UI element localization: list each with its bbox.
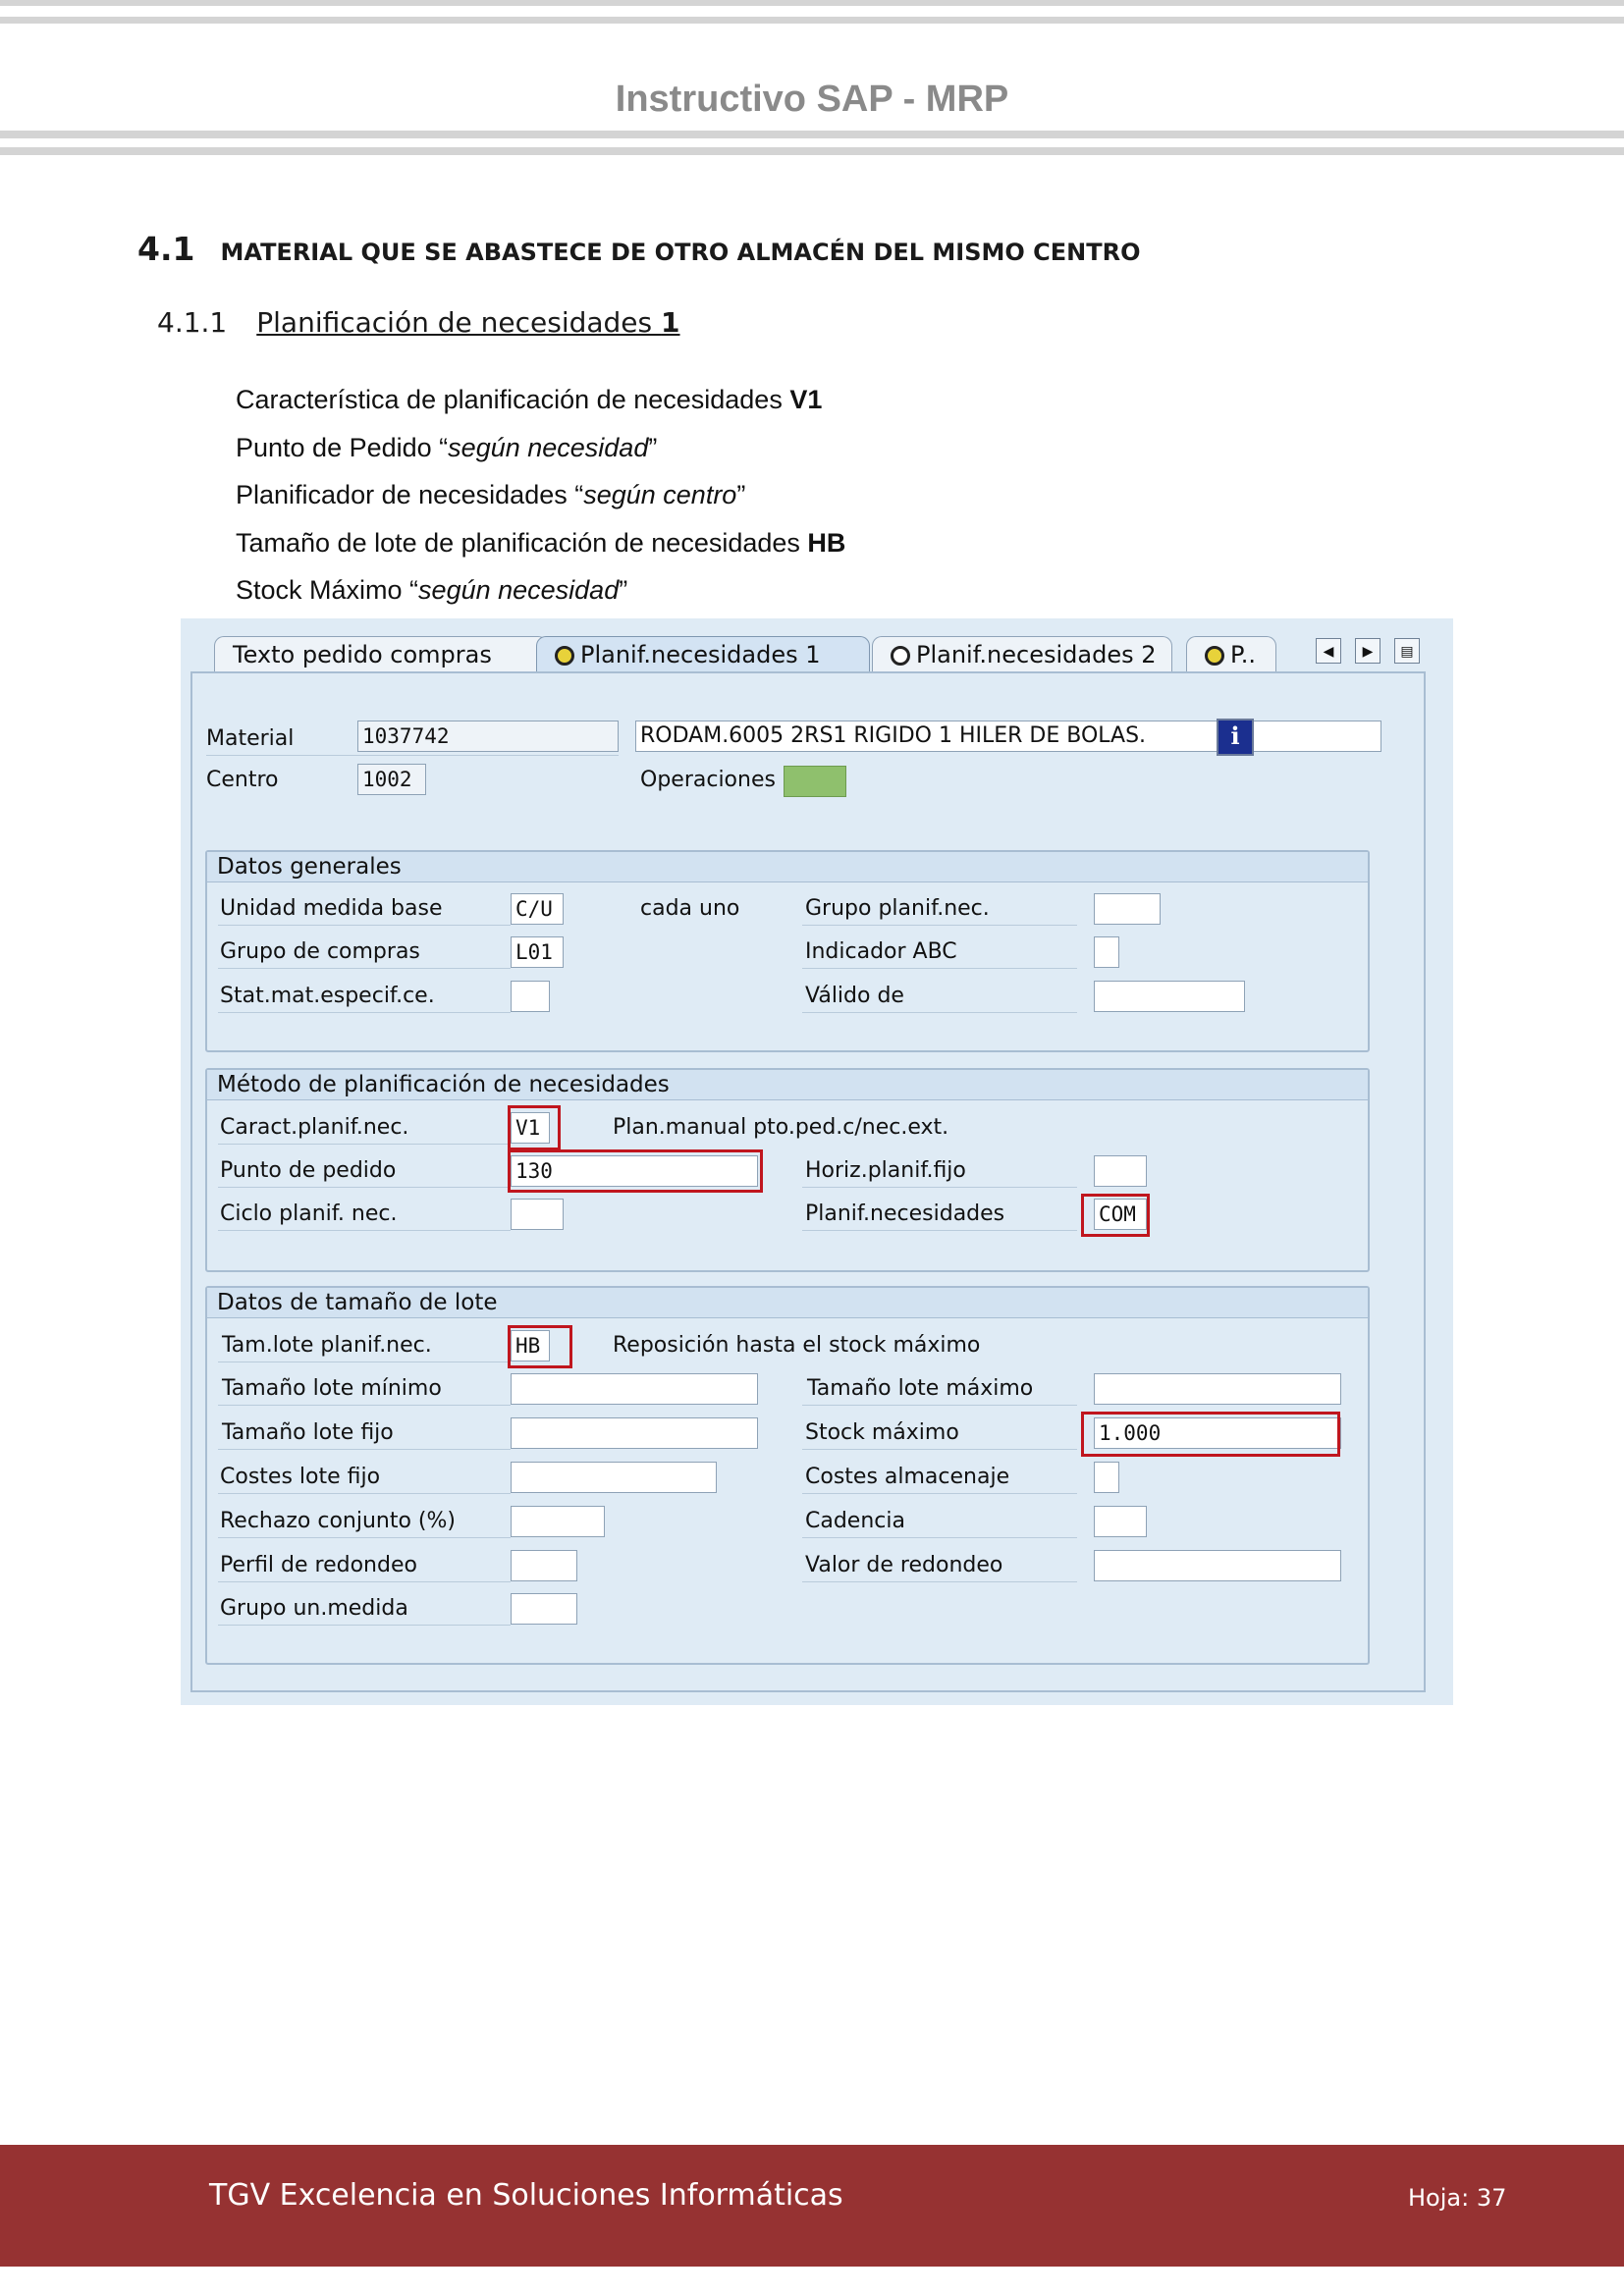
perfil-field[interactable] bbox=[511, 1550, 577, 1581]
check-icon bbox=[555, 646, 574, 666]
rechazo-label: Rechazo conjunto (%) bbox=[220, 1509, 457, 1533]
tab-planif-necesidades-2[interactable]: Planif.necesidades 2 bbox=[872, 636, 1172, 671]
valor-field[interactable] bbox=[1094, 1550, 1341, 1581]
max-field[interactable] bbox=[1094, 1373, 1341, 1405]
ciclo-field[interactable] bbox=[511, 1199, 564, 1230]
material-description-field[interactable]: RODAM.6005 2RS1 RIGIDO 1 HILER DE BOLAS. bbox=[635, 721, 1381, 752]
pp-label: Punto de pedido bbox=[220, 1158, 397, 1183]
stat-label: Stat.mat.especif.ce. bbox=[220, 984, 435, 1008]
tab-list-icon[interactable]: ▤ bbox=[1394, 638, 1420, 664]
costes-label: Costes lote fijo bbox=[220, 1465, 381, 1489]
stock-label: Stock máximo bbox=[805, 1420, 959, 1445]
check-icon bbox=[1205, 646, 1224, 666]
caract-label: Caract.planif.nec. bbox=[220, 1115, 409, 1140]
fijo-field[interactable] bbox=[511, 1417, 758, 1449]
datos-generales-title: Datos generales bbox=[207, 852, 1368, 882]
tam-text: Reposición hasta el stock máximo bbox=[613, 1333, 981, 1358]
tab-scroll-right-icon[interactable]: ▶ bbox=[1355, 638, 1380, 664]
subsection-number: 4.1.1 bbox=[157, 306, 228, 339]
gpn-field[interactable] bbox=[1094, 893, 1161, 925]
tab-planif-necesidades-1[interactable]: Planif.necesidades 1 bbox=[536, 636, 870, 671]
header-rule-bottom bbox=[0, 131, 1624, 138]
section-title: MATERIAL QUE SE ABASTECE DE OTRO ALMACÉN DEL MISMO CENTRO bbox=[220, 239, 1141, 266]
abc-label: Indicador ABC bbox=[805, 939, 957, 964]
metodo-title: Método de planificación de necesidades bbox=[207, 1070, 1368, 1100]
param-caracteristica: Característica de planificación de necesidades V1 bbox=[236, 385, 823, 414]
cadencia-label: Cadencia bbox=[805, 1509, 905, 1533]
ciclo-label: Ciclo planif. nec. bbox=[220, 1201, 398, 1226]
gc-label: Grupo de compras bbox=[220, 939, 420, 964]
tam-field[interactable]: HB bbox=[511, 1330, 550, 1362]
tam-label: Tam.lote planif.nec. bbox=[222, 1333, 432, 1358]
alm-label: Costes almacenaje bbox=[805, 1465, 1010, 1489]
subsection-title: Planificación de necesidades 1 bbox=[256, 306, 680, 339]
umb-label: Unidad medida base bbox=[220, 896, 443, 921]
operaciones-status-indicator bbox=[784, 766, 846, 797]
section-number: 4.1 bbox=[137, 230, 195, 268]
tab-scroll-left-icon[interactable]: ◀ bbox=[1316, 638, 1341, 664]
planif-label: Planif.necesidades bbox=[805, 1201, 1005, 1226]
document-title: Instructivo SAP - MRP bbox=[615, 79, 1009, 120]
caract-text: Plan.manual pto.ped.c/nec.ext. bbox=[613, 1115, 949, 1140]
info-icon[interactable]: i bbox=[1217, 719, 1254, 756]
pp-field[interactable]: 130 bbox=[511, 1155, 758, 1187]
sap-screen bbox=[181, 618, 1453, 1705]
lote-title: Datos de tamaño de lote bbox=[207, 1288, 1368, 1318]
tam-highlight bbox=[508, 1325, 572, 1368]
section-heading bbox=[137, 230, 1141, 268]
abc-field[interactable] bbox=[1094, 936, 1119, 968]
gc-field[interactable]: L01 bbox=[511, 936, 564, 968]
grupo-field[interactable] bbox=[511, 1593, 577, 1625]
subsection-heading bbox=[157, 306, 680, 339]
max-label: Tamaño lote máximo bbox=[807, 1376, 1034, 1401]
header-rule-bottom-2 bbox=[0, 147, 1624, 155]
parameter-list bbox=[236, 376, 845, 614]
tab-texto-pedido-compras[interactable]: Texto pedido compras bbox=[214, 636, 548, 671]
planif-field[interactable]: COM bbox=[1094, 1199, 1147, 1230]
gpn-label: Grupo planif.nec. bbox=[805, 896, 990, 921]
umb-text: cada uno bbox=[640, 896, 740, 921]
horiz-field[interactable] bbox=[1094, 1155, 1147, 1187]
material-field[interactable]: 1037742 bbox=[357, 721, 619, 752]
valido-field[interactable] bbox=[1094, 981, 1245, 1012]
min-label: Tamaño lote mínimo bbox=[222, 1376, 442, 1401]
target-icon bbox=[891, 646, 910, 666]
alm-field[interactable] bbox=[1094, 1462, 1119, 1493]
footer-company: TGV Excelencia en Soluciones Informáticas bbox=[209, 2178, 843, 2213]
stock-field[interactable]: 1.000 bbox=[1094, 1417, 1341, 1449]
param-tamano-lote: Tamaño de lote de planificación de necesidades HB bbox=[236, 527, 846, 558]
caract-field[interactable]: V1 bbox=[511, 1112, 550, 1144]
rechazo-field[interactable] bbox=[511, 1506, 605, 1537]
header-rule-top-2 bbox=[0, 17, 1624, 24]
param-stock-maximo: Stock Máximo “según necesidad” bbox=[236, 575, 628, 605]
costes-field[interactable] bbox=[511, 1462, 717, 1493]
tab-more[interactable]: P.. bbox=[1186, 636, 1276, 671]
valor-label: Valor de redondeo bbox=[805, 1553, 1003, 1577]
centro-field[interactable]: 1002 bbox=[357, 764, 426, 795]
centro-label: Centro bbox=[206, 768, 279, 792]
grupo-label: Grupo un.medida bbox=[220, 1596, 408, 1621]
param-punto-pedido: Punto de Pedido “según necesidad” bbox=[236, 432, 658, 462]
stock-highlight bbox=[1081, 1412, 1340, 1457]
min-field[interactable] bbox=[511, 1373, 758, 1405]
footer-bar bbox=[0, 2145, 1624, 2267]
operaciones-label: Operaciones bbox=[640, 768, 776, 792]
pp-highlight bbox=[508, 1149, 763, 1193]
param-planificador: Planificador de necesidades “según centro” bbox=[236, 480, 746, 509]
footer-page-number: Hoja: 37 bbox=[1408, 2184, 1507, 2212]
header-rule-top bbox=[0, 0, 1624, 6]
horiz-label: Horiz.planif.fijo bbox=[805, 1158, 966, 1183]
perfil-label: Perfil de redondeo bbox=[220, 1553, 417, 1577]
valido-label: Válido de bbox=[805, 984, 904, 1008]
material-label: Material bbox=[206, 726, 295, 751]
planif-highlight bbox=[1081, 1194, 1150, 1237]
caract-highlight bbox=[508, 1105, 561, 1150]
cadencia-field[interactable] bbox=[1094, 1506, 1147, 1537]
fijo-label: Tamaño lote fijo bbox=[222, 1420, 394, 1445]
umb-field[interactable]: C/U bbox=[511, 893, 564, 925]
stat-field[interactable] bbox=[511, 981, 550, 1012]
